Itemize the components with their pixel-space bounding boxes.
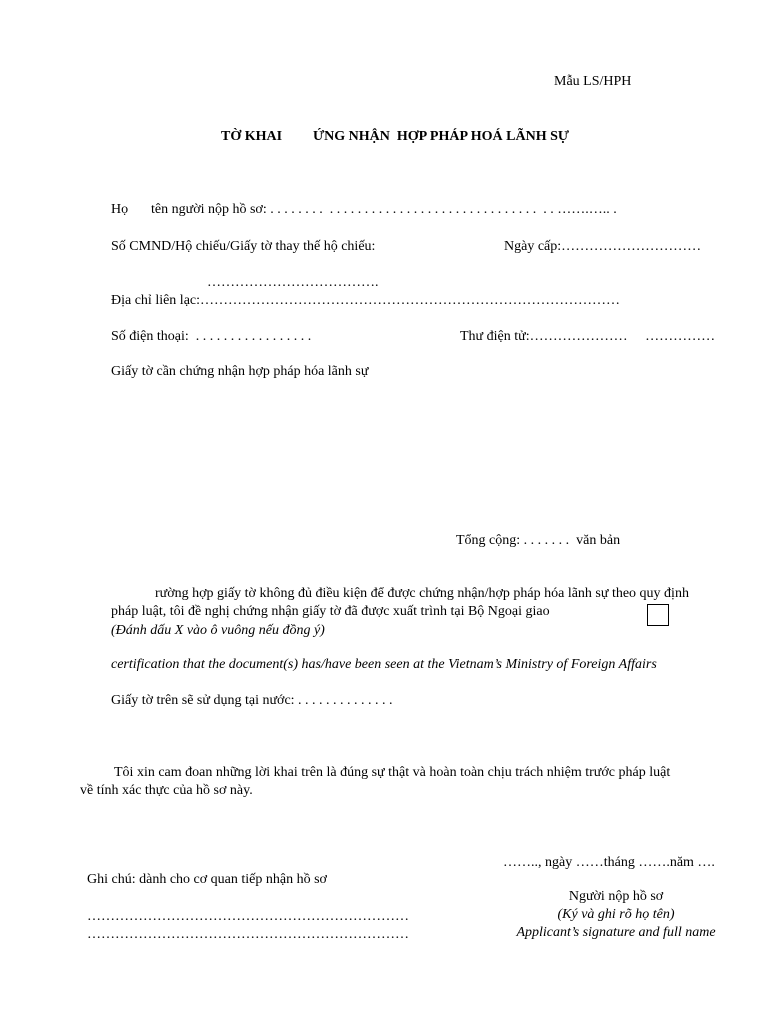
date-line[interactable]: …….., ngày ……tháng …….năm ….	[503, 855, 715, 870]
signature-english: Applicant’s signature and full name	[516, 925, 716, 940]
issue-continuation-field[interactable]: ……………………………….	[207, 275, 379, 290]
documents-label: Giấy tờ cần chứng nhận hợp pháp hóa lãnh sự	[111, 364, 369, 379]
country-field[interactable]: Giấy tờ trên sẽ sử dụng tại nước: . . . . . . . . . . . . . .	[111, 693, 393, 708]
total-documents[interactable]: Tổng cộng: . . . . . . . văn bản	[456, 533, 621, 548]
signature-title: Người nộp hồ sơ	[568, 889, 664, 904]
form-title-part1: TỜ KHAI	[221, 129, 283, 144]
form-title-part2: ỨNG NHẬN HỢP PHÁP HOÁ LÃNH SỰ	[313, 129, 570, 144]
checkbox-note: (Đánh dấu X vào ô vuông nếu đồng ý)	[111, 623, 325, 638]
id-label: Số CMND/Hộ chiếu/Giấy tờ thay thế hộ chiếu:	[111, 239, 376, 254]
english-certification-text: certification that the document(s) has/have been seen at the Vietnam’s Ministry of Foreign Affairs	[111, 657, 657, 672]
agree-checkbox[interactable]	[647, 604, 669, 626]
notes-label: Ghi chú: dành cho cơ quan tiếp nhận hồ sơ	[87, 872, 327, 887]
request-line-2: pháp luật, tôi đề nghị chứng nhận giấy tờ đã được xuất trình tại Bộ Ngoại giao	[111, 604, 550, 619]
email-field[interactable]: Thư điện tử:………………… ……………	[460, 329, 716, 344]
request-line-1: rường hợp giấy tờ không đủ điều kiện để được chứng nhận/hợp pháp hóa lãnh sự theo quy định	[155, 586, 689, 601]
form-code: Mẫu LS/HPH	[554, 74, 632, 89]
address-field[interactable]: Địa chỉ liên lạc:………………………………………………………………………………	[111, 293, 621, 308]
name-label: Họ	[111, 202, 129, 217]
notes-line-1[interactable]: ……………………………………………………………	[87, 909, 409, 924]
notes-line-2[interactable]: ……………………………………………………………	[87, 927, 409, 942]
phone-field[interactable]: Số điện thoại: . . . . . . . . . . . . . . . . .	[111, 329, 312, 344]
name-field[interactable]: tên người nộp hồ sơ: . . . . . . . . . . . . . . . . . . . . . . . . . . . . . . . . . . . . . . . . …….….. .	[151, 202, 617, 217]
signature-block	[500, 888, 732, 942]
issue-date-field[interactable]: Ngày cấp:…………………………	[504, 239, 702, 254]
declaration-line-2: về tính xác thực của hồ sơ này.	[80, 783, 253, 798]
declaration-line-1: Tôi xin cam đoan những lời khai trên là đúng sự thật và hoàn toàn chịu trách nhiệm trước pháp luật	[114, 765, 671, 780]
signature-instruction: (Ký và ghi rõ họ tên)	[557, 907, 675, 922]
